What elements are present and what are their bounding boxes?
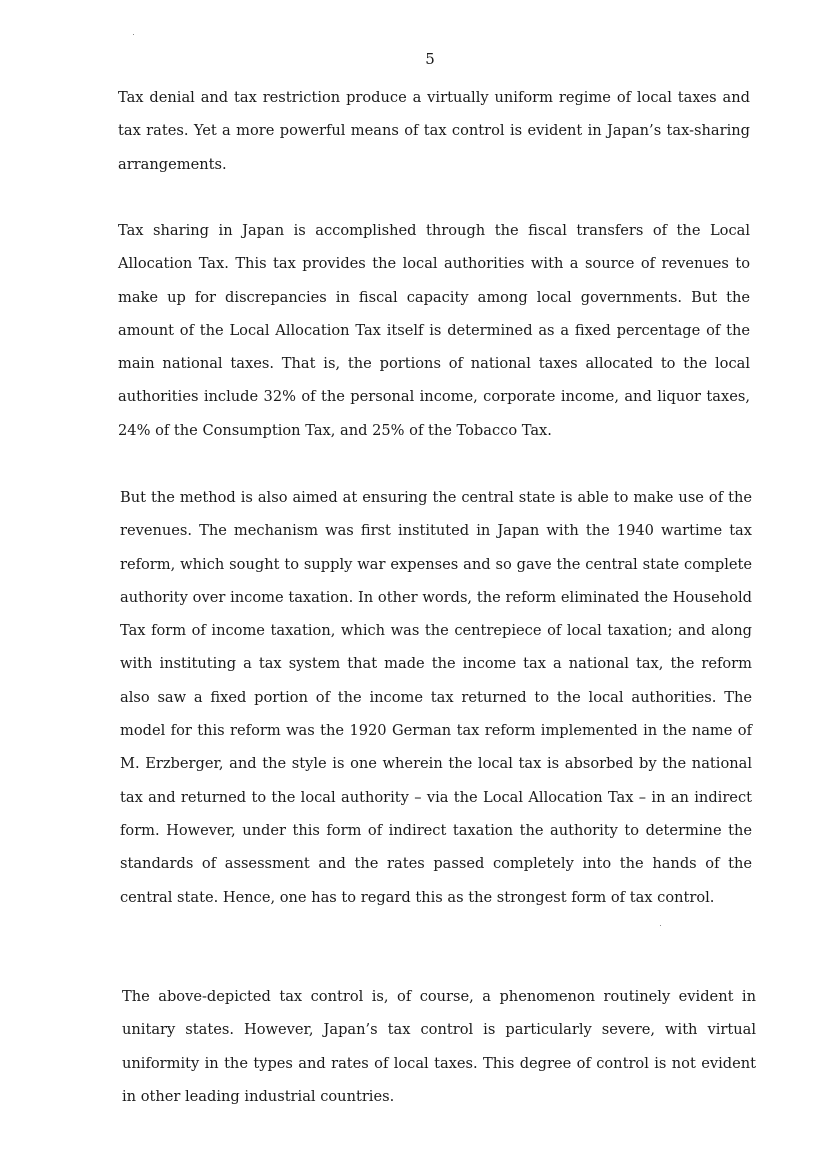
page-number: 5 [425,50,435,68]
paragraph-tax-denial: Tax denial and tax restriction produce a virtually uniform regime of local taxes and tax rates. Yet a more powerful means of tax control is evident in Japan’s tax-sharing arrangements. [118,89,750,173]
scan-speck [660,925,661,926]
scan-speck [133,34,134,35]
paragraph-tax-control: The above-depicted tax control is, of course, a phenomenon routinely evident in unitary states. However, Japan’s tax control is particularly severe, with virtual uniformity in the types and rates of local taxes. This degree of control is not evident in other leading industrial countries. [122,988,756,1105]
paragraph-method: But the method is also aimed at ensuring the central state is able to make use of the revenues. The mechanism was first instituted in Japan with the 1940 wartime tax reform, which sought to supply war expenses and so gave the central state complete authority over income taxation. In other words, the reform eliminated the Household Tax form of income taxation, which was the centrepiece of local taxation; and along with instituting a tax system that made the income tax a national tax, the reform also saw a fixed portion of the income tax returned to the local authorities. The model for this reform was the 1920 German tax reform implemented in the name of M. Erzberger, and the style is one wherein the local tax is absorbed by the national tax and returned to the local authority – via the Local Allocation Tax – in an indirect form. However, under this form of indirect taxation the authority to determine the standards of assessment and the rates passed completely into the hands of the central state. Hence, one has to regard this as the strongest form of tax control. [120,489,752,906]
paragraph-tax-sharing: Tax sharing in Japan is accomplished through the fiscal transfers of the Local Allocation Tax. This tax provides the local authorities with a source of revenues to make up for discrepancies in fiscal capacity among local governments. But the amount of the Local Allocation Tax itself is determined as a fixed percentage of the main national taxes. That is, the portions of national taxes allocated to the local authorities include 32% of the personal income, corporate income, and liquor taxes, 24% of the Consumption Tax, and 25% of the Tobacco Tax. [118,222,750,439]
